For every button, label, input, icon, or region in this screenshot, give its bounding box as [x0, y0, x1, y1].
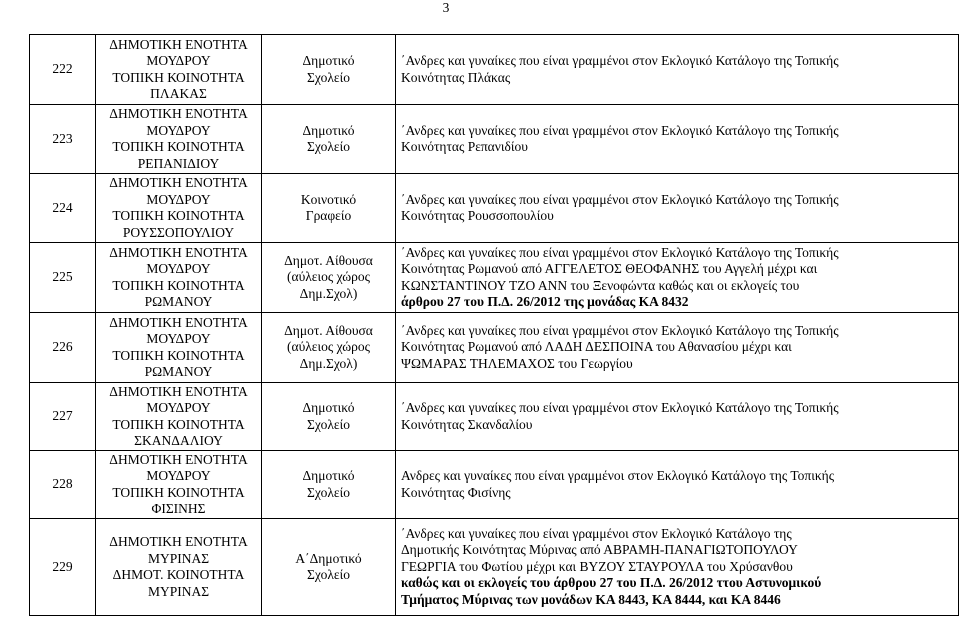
municipal-unit-line: ΡΟΥΣΣΟΠΟΥΛΙΟΥ — [122, 224, 235, 240]
municipal-unit-line: ΔΗΜΟΤΙΚΗ ΕΝΟΤΗΤΑ — [109, 534, 248, 549]
polling-place-line: Α΄Δημοτικό — [295, 550, 362, 566]
voters-description-line: Τμήματος Μύρινας των μονάδων ΚΑ 8443, ΚΑ 8444, και ΚΑ 8446 — [401, 591, 781, 607]
municipal-unit-line: ΜΥΡΙΝΑΣ — [147, 550, 210, 566]
municipal-unit-line: ΜΟΥΔΡΟΥ — [146, 122, 211, 138]
municipal-unit-line: ΡΕΠΑΝΙΔΙΟΥ — [137, 155, 220, 171]
voters-description-cell — [396, 519, 959, 616]
voters-description-line: ΨΩΜΑΡΑΣ ΤΗΛΕΜΑΧΟΣ του Γεωργίου — [401, 355, 633, 371]
polling-place-line: Δημ.Σχολ) — [299, 355, 358, 371]
voters-description-line: καθώς και οι εκλογείς του άρθρου 27 του Π.Δ. 26/2012 ττου Αστυνομικού — [401, 575, 822, 591]
polling-place-line: Δημοτικό — [302, 468, 355, 483]
row-number: 229 — [30, 519, 96, 616]
municipal-unit-line: ΔΗΜΟΤΙΚΗ ΕΝΟΤΗΤΑ — [109, 314, 248, 330]
polling-place-line: Γραφείο — [305, 208, 352, 223]
polling-place-line: Σχολείο — [307, 69, 350, 85]
municipal-unit-line: ΣΚΑΝΔΑΛΙΟΥ — [134, 433, 223, 448]
voters-description-cell — [396, 383, 959, 451]
voters-description-line: ΚΩΝΣΤΑΝΤΙΝΟΥ ΤΖΟ ΑΝΝ του Ξενοφώντα καθώς και οι εκλογείς του — [401, 277, 800, 293]
row-number: 224 — [30, 174, 96, 243]
municipal-unit-line: ΤΟΠΙΚΗ ΚΟΙΝΟΤΗΤΑ — [112, 416, 245, 432]
row-number: 223 — [30, 105, 96, 174]
municipal-unit-line: ΔΗΜΟΤΙΚΗ ΕΝΟΤΗΤΑ — [109, 106, 248, 121]
voters-description-line: ΄Ανδρες και γυναίκες που είναι γραμμένοι στον Εκλογικό Κατάλογο της — [401, 525, 792, 541]
table-row — [30, 313, 959, 383]
voters-description-line: Κοινότητας Ρωμανού από ΛΑΔΗ ΔΕΣΠΟΙΝΑ του Αθανασίου μέχρι και — [401, 339, 792, 355]
municipal-unit-line: ΔΗΜΟΤ. ΚΟΙΝΟΤΗΤΑ — [112, 567, 245, 582]
page-number: 3 — [442, 0, 450, 15]
voters-description-cell — [396, 105, 959, 174]
polling-place-cell — [262, 35, 396, 105]
municipal-unit-line: ΔΗΜΟΤΙΚΗ ΕΝΟΤΗΤΑ — [109, 175, 248, 190]
polling-place-cell — [262, 174, 396, 243]
polling-place-line: Σχολείο — [307, 139, 350, 154]
polling-place-line: Δημ.Σχολ) — [299, 285, 358, 301]
voters-description-line: ΄Ανδρες και γυναίκες που είναι γραμμένοι στον Εκλογικό Κατάλογο της Τοπικής — [401, 244, 839, 260]
municipal-unit-line: ΡΩΜΑΝΟΥ — [144, 294, 213, 309]
polling-place-line: Σχολείο — [307, 567, 350, 582]
voters-description-line: ΄Ανδρες και γυναίκες που είναι γραμμένοι στον Εκλογικό Κατάλογο της Τοπικής — [401, 322, 839, 338]
municipal-unit-line: ΤΟΠΙΚΗ ΚΟΙΝΟΤΗΤΑ — [112, 69, 245, 85]
table-row — [30, 243, 959, 313]
voters-description-line: ΄Ανδρες και γυναίκες που είναι γραμμένοι στον Εκλογικό Κατάλογο της Τοπικής — [401, 53, 839, 68]
polling-place-cell — [262, 383, 396, 451]
municipal-unit-line: ΔΗΜΟΤΙΚΗ ΕΝΟΤΗΤΑ — [109, 383, 248, 399]
polling-place-cell — [262, 519, 396, 616]
municipal-unit-line: ΠΛΑΚΑΣ — [150, 86, 207, 101]
municipal-unit-line: ΦΙΣΙΝΗΣ — [151, 501, 206, 516]
municipal-unit-cell — [96, 243, 262, 313]
polling-place-line: (αύλειος χώρος — [287, 339, 370, 355]
voters-description-cell — [396, 313, 959, 383]
municipal-unit-line: ΜΟΥΔΡΟΥ — [146, 261, 211, 276]
polling-place-line: Δημοτ. Αίθουσα — [284, 322, 373, 338]
municipal-unit-cell — [96, 35, 262, 105]
polling-place-line: Σχολείο — [307, 416, 350, 432]
voters-description-line: άρθρου 27 του Π.Δ. 26/2012 της μονάδας ΚΑ 8432 — [401, 294, 689, 309]
municipal-unit-cell — [96, 451, 262, 519]
voters-description-line: Δημοτικής Κοινότητας Μύρινας από ΑΒΡΑΜΗ-ΠΑΝΑΓΙΩΤΟΠΟΥΛΟΥ — [401, 542, 798, 558]
municipal-unit-line: ΤΟΠΙΚΗ ΚΟΙΝΟΤΗΤΑ — [112, 347, 245, 363]
table-row — [30, 35, 959, 105]
polling-place-line: Δημοτικό — [302, 400, 355, 415]
polling-stations-table — [29, 34, 959, 616]
polling-place-cell — [262, 313, 396, 383]
polling-place-cell — [262, 451, 396, 519]
municipal-unit-line: ΔΗΜΟΤΙΚΗ ΕΝΟΤΗΤΑ — [109, 451, 248, 467]
table-row — [30, 519, 959, 616]
voters-description-line: ΄Ανδρες και γυναίκες που είναι γραμμένοι στον Εκλογικό Κατάλογο της Τοπικής — [401, 122, 839, 138]
table-row — [30, 451, 959, 519]
municipal-unit-line: ΤΟΠΙΚΗ ΚΟΙΝΟΤΗΤΑ — [112, 484, 245, 500]
voters-description-line: Κοινότητας Φισίνης — [401, 484, 511, 500]
row-number: 226 — [30, 313, 96, 383]
polling-place-line: (αύλειος χώρος — [287, 269, 370, 285]
municipal-unit-cell — [96, 105, 262, 174]
voters-description-line: Κοινότητας Πλάκας — [401, 69, 511, 85]
row-number: 222 — [30, 35, 96, 105]
municipal-unit-line: ΡΩΜΑΝΟΥ — [144, 364, 213, 379]
municipal-unit-line: ΜΟΥΔΡΟΥ — [146, 468, 211, 483]
polling-place-cell — [262, 243, 396, 313]
municipal-unit-cell — [96, 519, 262, 616]
voters-description-line: Κοινότητας Σκανδαλίου — [401, 416, 533, 432]
voters-description-line: ΄Ανδρες και γυναίκες που είναι γραμμένοι στον Εκλογικό Κατάλογο της Τοπικής — [401, 400, 839, 415]
voters-description-line: Κοινότητας Ρωμανού από ΑΓΓΕΛΕΤΟΣ ΘΕΟΦΑΝΗΣ του Αγγελή μέχρι και — [401, 261, 818, 276]
municipal-unit-line: ΜΥΡΙΝΑΣ — [147, 583, 210, 599]
voters-description-line: Ανδρες και γυναίκες που είναι γραμμένοι στον Εκλογικό Κατάλογο της Τοπικής — [401, 468, 835, 483]
municipal-unit-line: ΤΟΠΙΚΗ ΚΟΙΝΟΤΗΤΑ — [112, 139, 245, 154]
voters-description-line: ΄Ανδρες και γυναίκες που είναι γραμμένοι στον Εκλογικό Κατάλογο της Τοπικής — [401, 191, 839, 207]
polling-place-line: Κοινοτικό — [300, 191, 357, 207]
municipal-unit-cell — [96, 383, 262, 451]
voters-description-cell — [396, 35, 959, 105]
municipal-unit-line: ΤΟΠΙΚΗ ΚΟΙΝΟΤΗΤΑ — [112, 208, 245, 223]
polling-place-line: Δημοτικό — [302, 53, 355, 68]
voters-description-cell — [396, 174, 959, 243]
municipal-unit-line: ΔΗΜΟΤΙΚΗ ΕΝΟΤΗΤΑ — [109, 36, 248, 52]
polling-place-line: Δημοτ. Αίθουσα — [284, 252, 373, 268]
row-number: 228 — [30, 451, 96, 519]
polling-place-line: Δημοτικό — [302, 122, 355, 138]
polling-place-cell — [262, 105, 396, 174]
voters-description-cell — [396, 243, 959, 313]
row-number: 225 — [30, 243, 96, 313]
municipal-unit-cell — [96, 313, 262, 383]
table-row — [30, 105, 959, 174]
municipal-unit-line: ΜΟΥΔΡΟΥ — [146, 191, 211, 207]
municipal-unit-line: ΔΗΜΟΤΙΚΗ ΕΝΟΤΗΤΑ — [109, 244, 248, 260]
table-body — [30, 35, 959, 616]
municipal-unit-line: ΜΟΥΔΡΟΥ — [146, 331, 211, 346]
voters-description-cell — [396, 451, 959, 519]
municipal-unit-cell — [96, 174, 262, 243]
municipal-unit-line: ΜΟΥΔΡΟΥ — [146, 53, 211, 68]
municipal-unit-line: ΤΟΠΙΚΗ ΚΟΙΝΟΤΗΤΑ — [112, 277, 245, 293]
municipal-unit-line: ΜΟΥΔΡΟΥ — [146, 400, 211, 415]
table-row — [30, 174, 959, 243]
polling-place-line: Σχολείο — [307, 484, 350, 500]
voters-description-line: Κοινότητας Ρεπανιδίου — [401, 139, 528, 154]
table-row — [30, 383, 959, 451]
voters-description-line: Κοινότητας Ρουσσοπουλίου — [401, 208, 554, 223]
row-number: 227 — [30, 383, 96, 451]
voters-description-line: ΓΕΩΡΓΙΑ του Φωτίου μέχρι και ΒΥΖΟΥ ΣΤΑΥΡΟΥΛΑ του Χρύσανθου — [401, 558, 793, 574]
